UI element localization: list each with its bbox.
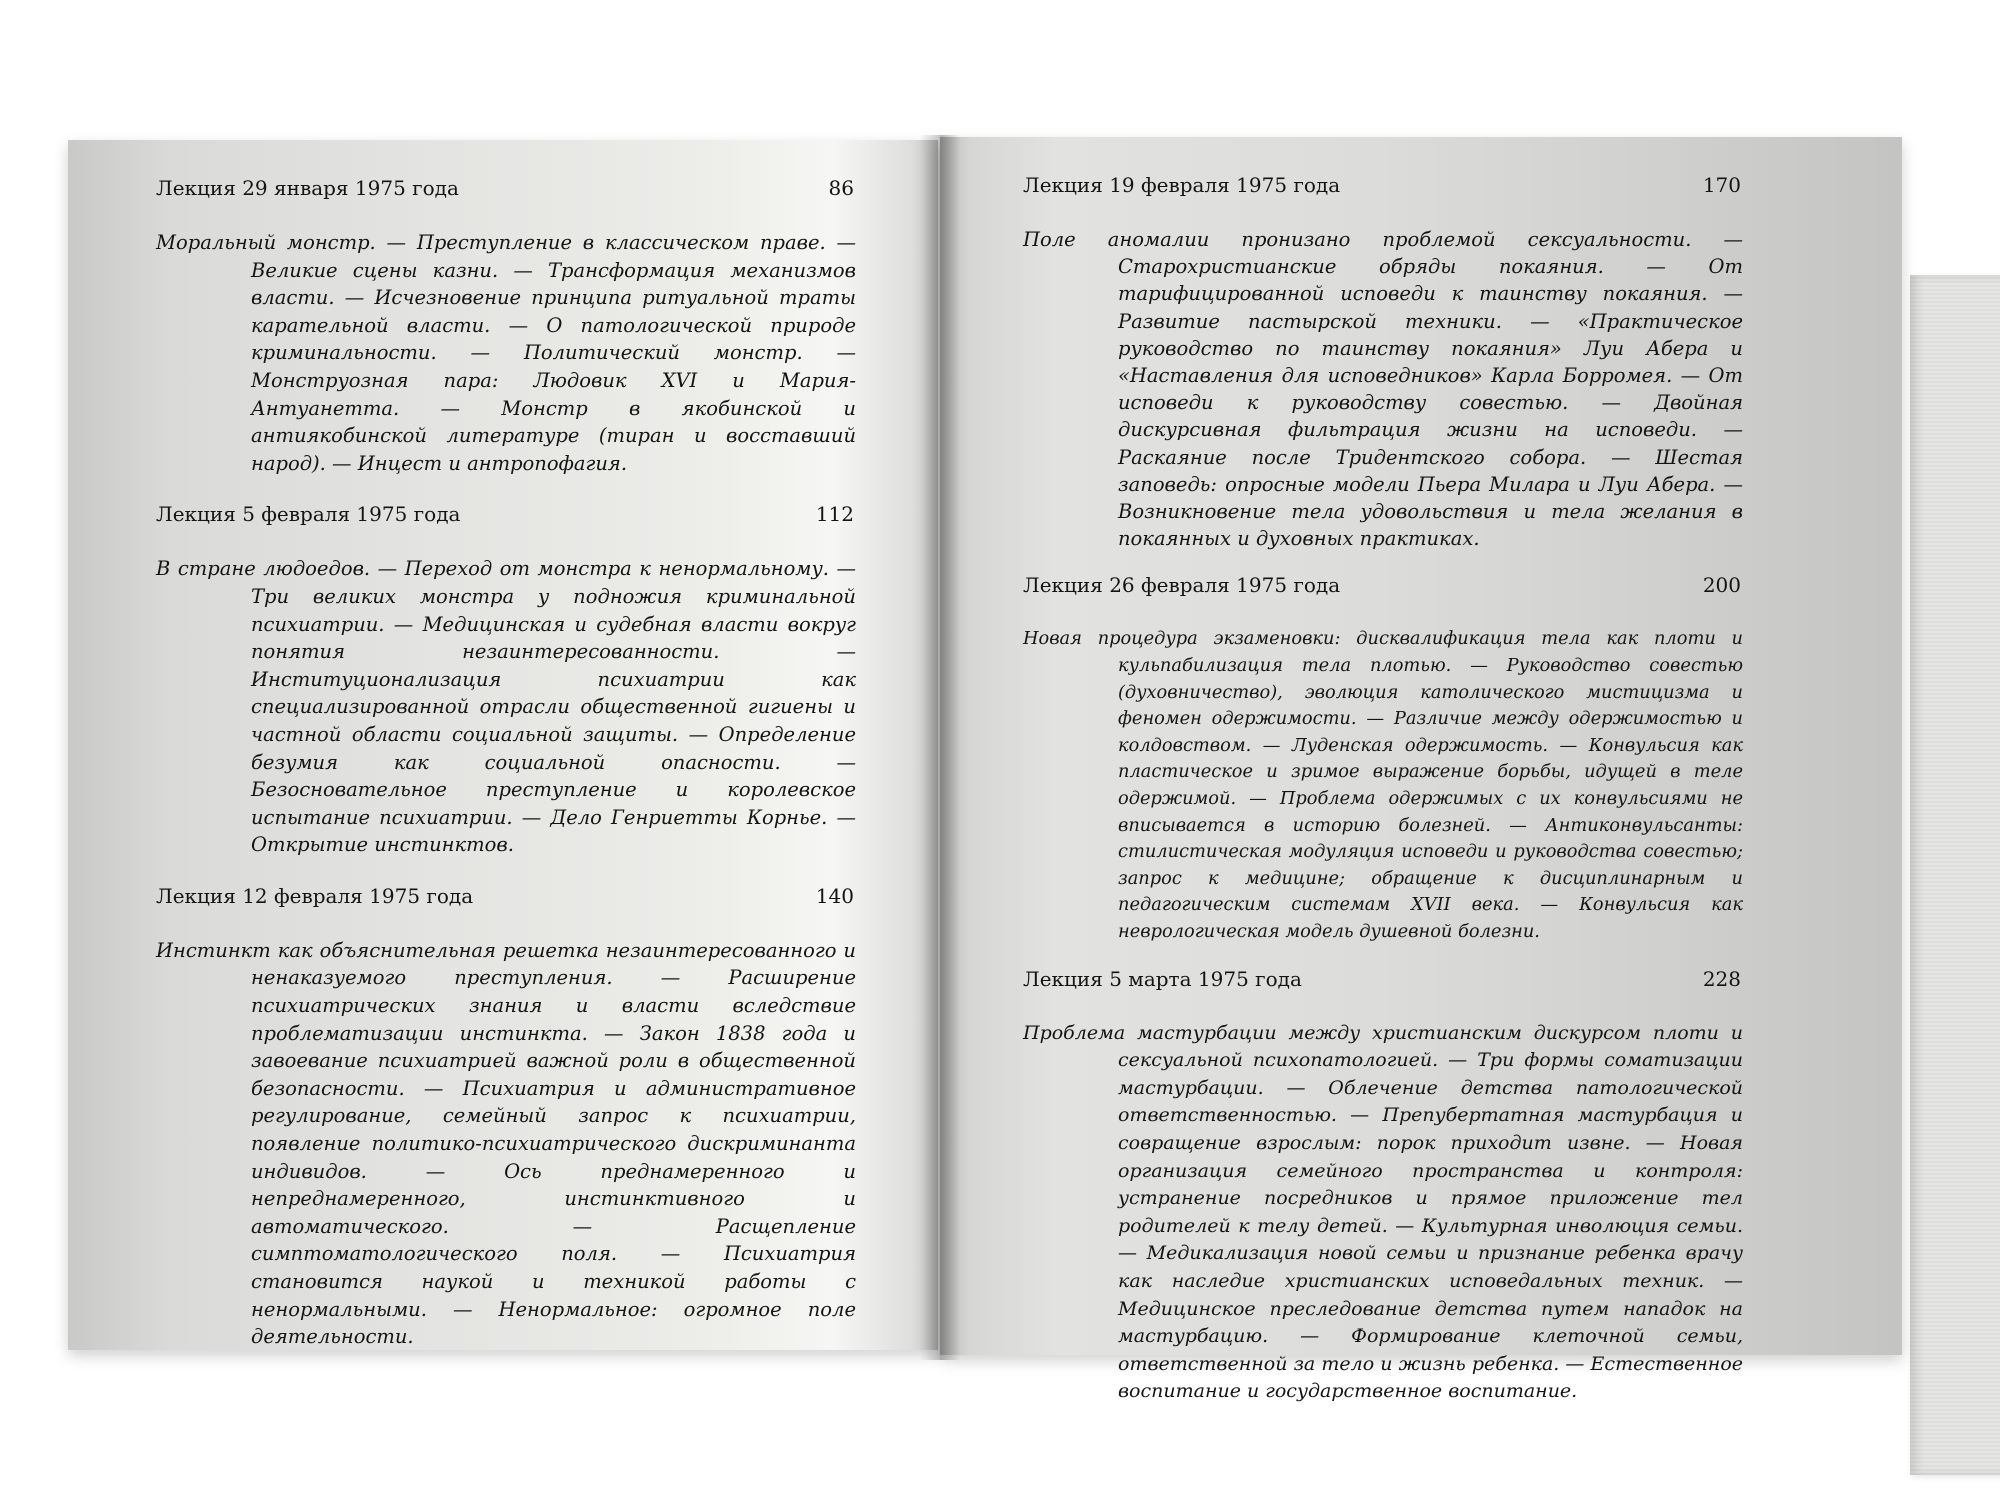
lecture-title: Лекция 5 марта 1975 года bbox=[1023, 966, 1302, 991]
lecture-entry bbox=[1023, 964, 1743, 1406]
page-number: 200 bbox=[1702, 573, 1741, 598]
lecture-title: Лекция 29 января 1975 года bbox=[156, 176, 459, 200]
page-stack-edge bbox=[1910, 275, 2000, 1475]
lecture-summary: Проблема мастурбации между христианским дискурсом плоти и сексуальной психопатологией. — Три формы соматизации мастурбации. — Облечение детства патологической ответственностью. — Препубертатная мастурбация и совращение взрослым: порок приходит извне. — Новая организация семейного пространства и контроля: устранение посредников и прямое приложение тел родителей к телу детей. — Культурная инволюция семьи. — Медикализация новой семьи и признание ребенка врачу как наследие христианских исповедальных техник. — Медицинское преследование детства путем нападок на мастурбацию. — Формирование клеточной семьи, ответственной за тело и жизнь ребенка. — Естественное воспитание и государственное воспитание. bbox=[1023, 1021, 1743, 1403]
lecture-heading-row bbox=[156, 499, 856, 529]
lecture-entry bbox=[1023, 170, 1743, 552]
left-page bbox=[68, 140, 938, 1350]
lecture-title: Лекция 19 февраля 1975 года bbox=[1023, 173, 1341, 197]
lecture-entry bbox=[1023, 570, 1743, 945]
left-page-content bbox=[156, 173, 856, 1351]
lecture-title: Лекция 12 февраля 1975 года bbox=[156, 883, 474, 908]
page-number: 112 bbox=[815, 502, 854, 527]
lecture-title: Лекция 5 февраля 1975 года bbox=[156, 502, 461, 527]
page-number: 140 bbox=[815, 883, 854, 908]
lecture-heading-row bbox=[1023, 570, 1743, 600]
lecture-summary: Моральный монстр. — Преступление в классическом праве. — Великие сцены казни. — Трансформация механизмов власти. — Исчезновение принципа ритуальной траты карательной власти. — О патологической природе криминальности. — Политический монстр. — Монструозная пара: Людовик XVI и Мария-Антуанетта. — Монстр в якобинской и антиякобинской литературе (тиран и восставший народ). — Инцест и антропофагия. bbox=[156, 231, 856, 475]
lecture-heading-row bbox=[1023, 964, 1743, 994]
lecture-summary: Новая процедура экзаменовки: дисквалификация тела как плоти и кульпабилизация тела плотью. — Руководство совестью (духовничество), эволюция католического мистицизма и феномен одержимости. — Различие между одержимостью и колдовством. — Луденская одержимость. — Конвульсия как пластическое и зримое выражение борьбы, идущей в теле одержимой. — Проблема одержимых с их конвульсиями не вписывается в историю болезней. — Антиконвульсанты: стилистическая модуляция исповеди и руководства совестью; запрос к медицине; обращение к дисциплинарным и педагогическим системам XVII века. — Конвульсия как неврологическая модель душевной болезни. bbox=[1023, 628, 1743, 942]
page-number: 228 bbox=[1702, 966, 1741, 991]
right-page-content bbox=[1023, 170, 1743, 1406]
open-book bbox=[60, 125, 1950, 1403]
lecture-heading-row bbox=[1023, 170, 1743, 200]
right-page bbox=[940, 137, 1902, 1403]
lecture-heading-row bbox=[156, 173, 856, 203]
lecture-summary: Инстинкт как объяснительная решетка незаинтересованного и ненаказуемого преступления. — Расширение психиатрических знания и власти вследствие проблематизации инстинкта. — Закон 1838 года и завоевание психиатрией важной роли в общественной безопасности. — Психиатрия и административное регулирование, семейный запрос к психиатрии, появление политико-психиатрического дискриминанта индивидов. — Ось преднамеренного и непреднамеренного, инстинктивного и автоматического. — Расщепление симптоматологического поля. — Психиатрия становится наукой и техникой работы с ненормальными. — Ненормальное: огромное поле деятельности. bbox=[156, 938, 856, 1349]
lecture-heading-row bbox=[156, 881, 856, 911]
lecture-summary: Поле аномалии пронизано проблемой сексуальности. — Старохристианские обряды покаяния. — От тарифицированной исповеди к таинству покаяния. — Развитие пастырской техники. — «Практическое руководство по таинству покаяния» Луи Абера и «Наставления для исповедников» Карла Борромея. — От исповеди к руководству совестью. — Двойная дискурсивная фильтрация жизни на исповеди. — Раскаяние после Тридентского собора. — Шестая заповедь: опросные модели Пьера Милара и Луи Абера. — Возникновение тела удовольствия и тела желания в покаянных и духовных практиках. bbox=[1023, 228, 1743, 551]
lecture-entry bbox=[156, 173, 856, 477]
lecture-entry bbox=[156, 881, 856, 1351]
lecture-entry bbox=[156, 499, 856, 859]
lecture-summary: В стране людоедов. — Переход от монстра к ненормальному. — Три великих монстра у подножия криминальной психиатрии. — Медицинская и судебная власти вокруг понятия незаинтересованности. — Институционализация психиатрии как специализированной отрасли общественной гигиены и частной области социальной защиты. — Определение безумия как социальной опасности. — Безосновательное преступление и королевское испытание психиатрии. — Дело Генриетты Корнье. — Открытие инстинктов. bbox=[156, 557, 856, 857]
page-number: 86 bbox=[828, 176, 854, 200]
page-number: 170 bbox=[1702, 173, 1741, 197]
lecture-title: Лекция 26 февраля 1975 года bbox=[1023, 573, 1341, 598]
